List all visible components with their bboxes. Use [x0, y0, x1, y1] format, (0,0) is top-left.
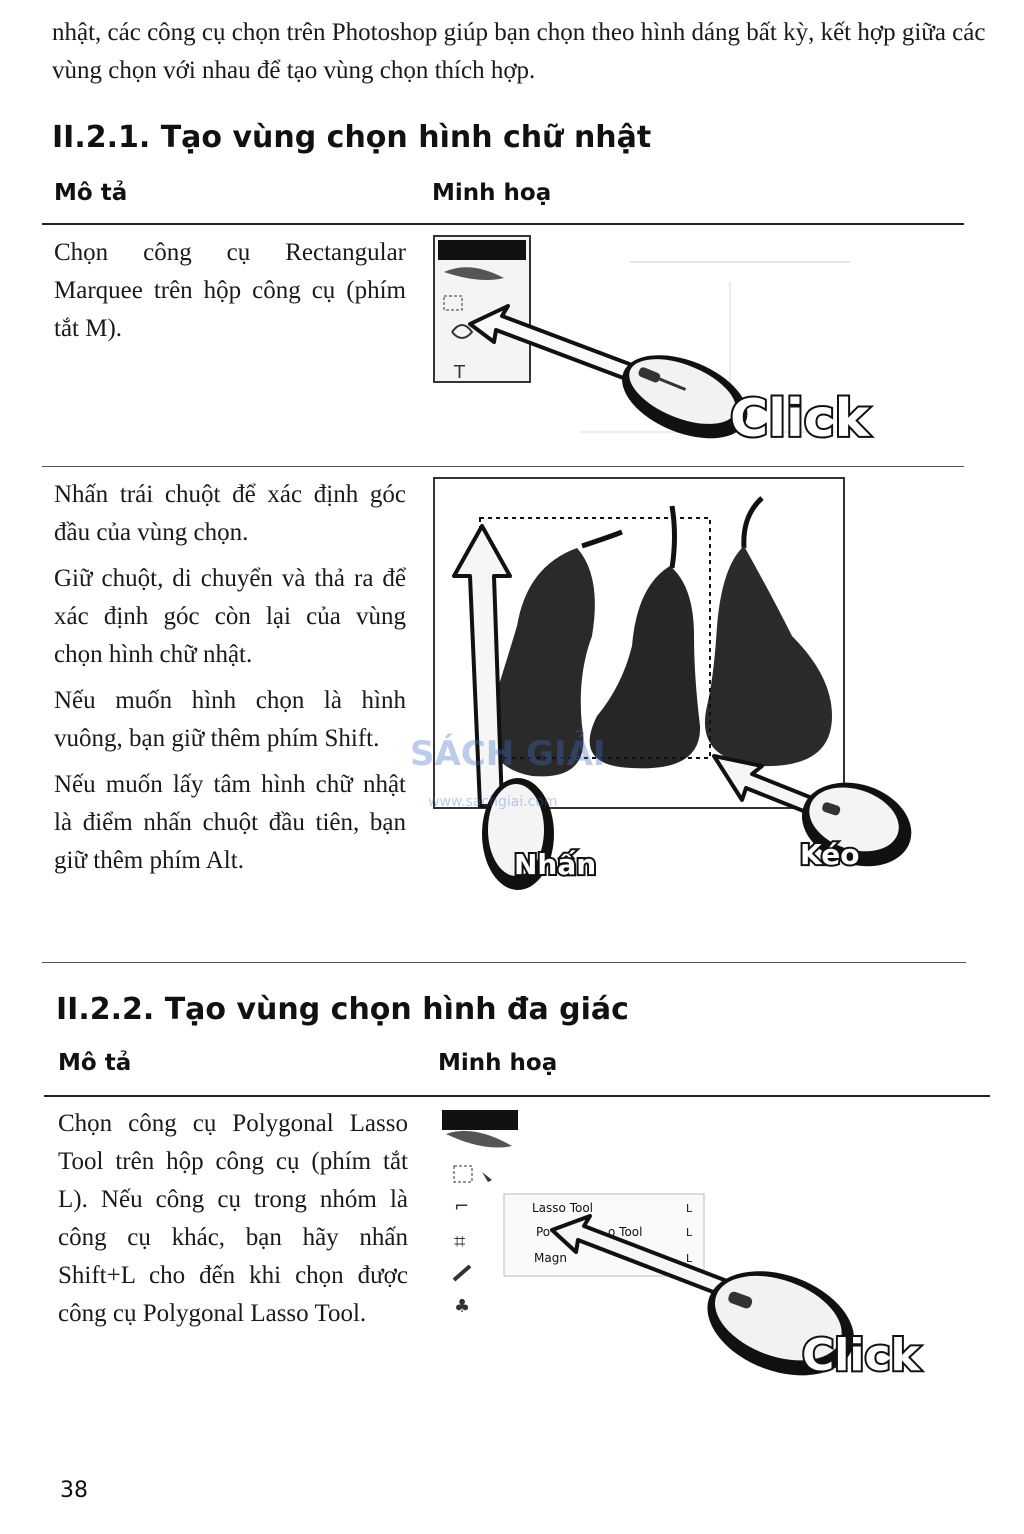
shortcut-label: L: [686, 1202, 693, 1215]
crop-icon: ⌗: [454, 1229, 466, 1253]
column-header-illustration: Minh hoạ: [432, 180, 552, 206]
menu-item-polygonal-suffix: o Tool: [608, 1225, 643, 1239]
description-paragraph: Chọn công cụ Rectangular Marquee trên hộp công cụ (phím tắt M).: [54, 239, 406, 342]
description-paragraph: Nếu muốn lấy tâm hình chữ nhật là điểm nhấn chuột đầu tiên, bạn giữ thêm phím Alt.: [54, 771, 406, 874]
table-header-divider: [44, 1095, 990, 1097]
click-label: Click: [802, 1330, 920, 1381]
shortcut-label: L: [686, 1226, 693, 1239]
shortcut-label: L: [686, 1252, 693, 1265]
illustration-polygonal-lasso: [440, 1108, 944, 1388]
section-heading-polygon: II.2.2. Tạo vùng chọn hình đa giác: [56, 992, 629, 1027]
page-number: 38: [60, 1478, 88, 1503]
column-header-illustration: Minh hoạ: [438, 1050, 558, 1076]
table-header-divider: [42, 223, 964, 225]
menu-item-lasso: Lasso Tool: [532, 1201, 594, 1215]
row-description-rect-1: [54, 234, 406, 356]
pears-selection-illustration: [432, 476, 948, 892]
watermark-url: www.sachgiai.com: [428, 794, 558, 810]
lasso-menu-illustration: [440, 1108, 944, 1388]
section-heading-rectangle: II.2.1. Tạo vùng chọn hình chữ nhật: [52, 120, 652, 155]
column-header-description: Mô tả: [58, 1050, 132, 1076]
row-description-polygon: [58, 1105, 408, 1341]
drag-label: Kéo: [800, 838, 860, 871]
feather-icon: [446, 1131, 512, 1148]
marquee-icon: [454, 1166, 472, 1182]
description-paragraph: Chọn công cụ Polygonal Lasso Tool trên hộp công cụ (phím tắt L). Nếu công cụ trong nhóm là công cụ khác, bạn hãy nhấn Shift+L cho đến khi chọn được công cụ Polygonal Lasso Tool.: [58, 1110, 408, 1327]
watermark-brand: SÁCH GIẢI: [410, 734, 606, 774]
row-divider: [42, 466, 964, 467]
description-paragraph: Nếu muốn hình chọn là hình vuông, bạn giữ thêm phím Shift.: [54, 687, 406, 752]
move-icon: [482, 1172, 492, 1182]
lasso-tool-icon: ⌐: [454, 1196, 470, 1217]
brush-icon: [454, 1266, 470, 1280]
column-header-description: Mô tả: [54, 180, 128, 206]
press-label: Nhấn: [514, 848, 597, 881]
menu-item-magnetic: Magn: [534, 1251, 567, 1265]
intro-paragraph: nhật, các công cụ chọn trên Photoshop giúp bạn chọn theo hình dáng bất kỳ, kết hợp giữa các vùng chọn với nhau để tạo vùng chọn thích hợp.: [52, 19, 986, 84]
stamp-icon: ♣: [454, 1296, 471, 1317]
type-tool-icon: T: [454, 362, 465, 383]
row-description-rect-2: [54, 476, 406, 888]
section-end-divider: [42, 962, 966, 963]
toolbox-click-illustration: [430, 232, 910, 458]
click-label: Click: [730, 389, 870, 449]
illustration-rect-tool-click: [430, 232, 910, 458]
menu-item-polygonal: Po: [536, 1225, 551, 1239]
illustration-pears-selection: [432, 476, 948, 892]
description-paragraph: Giữ chuột, di chuyển và thả ra để xác định góc còn lại của vùng chọn hình chữ nhật.: [54, 565, 406, 668]
description-paragraph: Nhấn trái chuột để xác định góc đầu của vùng chọn.: [54, 481, 406, 546]
